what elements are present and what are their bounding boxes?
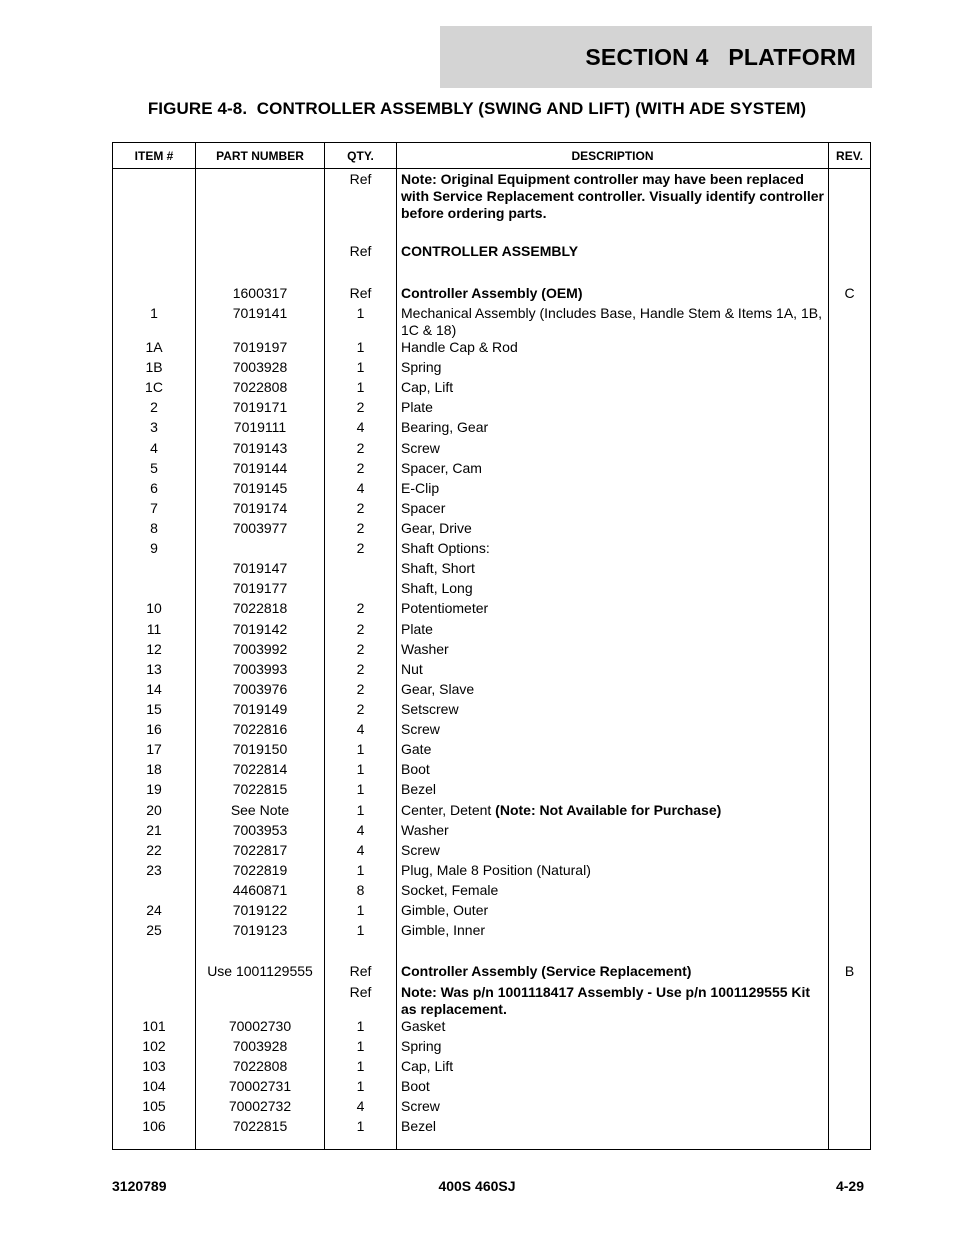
qty-cell: Ref xyxy=(325,963,397,983)
qty-cell: 1 xyxy=(325,902,397,922)
part-cell: 1600317 xyxy=(196,285,325,305)
table-row xyxy=(113,1038,871,1058)
rev-cell xyxy=(829,641,871,661)
part-cell: 7019123 xyxy=(196,922,325,942)
spacer-row xyxy=(113,222,871,243)
part-cell: 70002731 xyxy=(196,1078,325,1098)
desc-cell: Washer xyxy=(397,822,829,842)
rev-cell xyxy=(829,721,871,741)
item-cell: 18 xyxy=(113,761,196,781)
desc-cell: Bezel xyxy=(397,1118,829,1138)
desc-cell: Shaft, Short xyxy=(397,560,829,580)
item-cell: 11 xyxy=(113,621,196,641)
table-row xyxy=(113,379,871,399)
item-cell: 14 xyxy=(113,681,196,701)
section-header xyxy=(440,26,872,88)
table-row xyxy=(113,701,871,721)
part-cell: 7019171 xyxy=(196,399,325,419)
part-cell: 7022819 xyxy=(196,862,325,882)
table-row xyxy=(113,169,871,223)
parts-table xyxy=(112,142,871,1150)
qty-cell: 1 xyxy=(325,862,397,882)
part-cell: 7022814 xyxy=(196,761,325,781)
part-cell: 7003953 xyxy=(196,822,325,842)
qty-cell: 1 xyxy=(325,1018,397,1038)
table-row xyxy=(113,862,871,882)
table-row xyxy=(113,721,871,741)
desc-cell: Spacer, Cam xyxy=(397,460,829,480)
rev-cell xyxy=(829,379,871,399)
qty-cell: 2 xyxy=(325,600,397,620)
rev-cell xyxy=(829,440,871,460)
part-cell: 7003928 xyxy=(196,1038,325,1058)
table-row xyxy=(113,641,871,661)
part-cell: 7019174 xyxy=(196,500,325,520)
item-cell xyxy=(113,882,196,902)
item-cell: 103 xyxy=(113,1058,196,1078)
part-cell: 7022815 xyxy=(196,1118,325,1138)
part-cell: 7019122 xyxy=(196,902,325,922)
qty-cell: 2 xyxy=(325,701,397,721)
item-cell xyxy=(113,560,196,580)
item-cell: 104 xyxy=(113,1078,196,1098)
qty-cell: Ref xyxy=(325,285,397,305)
item-cell: 9 xyxy=(113,540,196,560)
rev-cell xyxy=(829,339,871,359)
part-cell: 7022815 xyxy=(196,781,325,801)
qty-cell: 4 xyxy=(325,721,397,741)
table-row xyxy=(113,600,871,620)
rev-cell xyxy=(829,681,871,701)
part-cell: 7019144 xyxy=(196,460,325,480)
rev-cell xyxy=(829,1078,871,1098)
qty-cell: 1 xyxy=(325,761,397,781)
rev-cell xyxy=(829,359,871,379)
qty-cell: 1 xyxy=(325,359,397,379)
desc-cell: Handle Cap & Rod xyxy=(397,339,829,359)
rev-cell xyxy=(829,500,871,520)
table-row xyxy=(113,761,871,781)
rev-cell xyxy=(829,480,871,500)
item-cell: 101 xyxy=(113,1018,196,1038)
part-cell xyxy=(196,984,325,1018)
table-row xyxy=(113,963,871,983)
rev-cell xyxy=(829,460,871,480)
part-cell: 7003993 xyxy=(196,661,325,681)
qty-cell: 1 xyxy=(325,339,397,359)
item-cell: 7 xyxy=(113,500,196,520)
table-row xyxy=(113,681,871,701)
table-row xyxy=(113,741,871,761)
table-row xyxy=(113,520,871,540)
rev-cell xyxy=(829,399,871,419)
item-cell: 10 xyxy=(113,600,196,620)
footer-doc-number: 3120789 xyxy=(112,1178,167,1194)
part-cell: 70002730 xyxy=(196,1018,325,1038)
item-cell xyxy=(113,285,196,305)
table-row xyxy=(113,661,871,681)
part-cell: 7022808 xyxy=(196,379,325,399)
figure-title: FIGURE 4-8. CONTROLLER ASSEMBLY (SWING AND LIFT) (WITH ADE SYSTEM) xyxy=(147,99,807,118)
desc-cell: Shaft Options: xyxy=(397,540,829,560)
table-row xyxy=(113,822,871,842)
desc-cell: Boot xyxy=(397,761,829,781)
item-cell: 6 xyxy=(113,480,196,500)
desc-cell: Plug, Male 8 Position (Natural) xyxy=(397,862,829,882)
rev-cell xyxy=(829,1058,871,1078)
item-cell: 8 xyxy=(113,520,196,540)
item-cell: 3 xyxy=(113,419,196,439)
item-cell xyxy=(113,580,196,600)
desc-cell: Plate xyxy=(397,399,829,419)
part-cell: 7022808 xyxy=(196,1058,325,1078)
qty-cell: 2 xyxy=(325,661,397,681)
item-cell: 4 xyxy=(113,440,196,460)
qty-cell: 4 xyxy=(325,822,397,842)
rev-cell xyxy=(829,419,871,439)
table-row xyxy=(113,399,871,419)
desc-cell: Bearing, Gear xyxy=(397,419,829,439)
table-row xyxy=(113,1118,871,1138)
qty-cell: 2 xyxy=(325,540,397,560)
part-cell: 7003977 xyxy=(196,520,325,540)
desc-cell: Spacer xyxy=(397,500,829,520)
desc-cell: Controller Assembly (OEM) xyxy=(397,285,829,305)
desc-cell: Cap, Lift xyxy=(397,379,829,399)
table-row xyxy=(113,540,871,560)
rev-cell: C xyxy=(829,285,871,305)
desc-cell: Shaft, Long xyxy=(397,580,829,600)
item-cell: 1B xyxy=(113,359,196,379)
qty-cell: 8 xyxy=(325,882,397,902)
qty-cell: 1 xyxy=(325,922,397,942)
rev-cell xyxy=(829,621,871,641)
qty-cell: 2 xyxy=(325,681,397,701)
part-cell: Use 1001129555 xyxy=(196,963,325,983)
qty-cell: 1 xyxy=(325,781,397,801)
part-cell: 7019147 xyxy=(196,560,325,580)
rev-cell xyxy=(829,1098,871,1118)
desc-cell: Spring xyxy=(397,359,829,379)
qty-cell: 1 xyxy=(325,1058,397,1078)
desc-note-bold: (Note: Not Available for Purchase) xyxy=(495,801,722,818)
item-cell: 1 xyxy=(113,305,196,339)
part-cell: 7003928 xyxy=(196,359,325,379)
desc-cell: Note: Was p/n 1001118417 Assembly - Use p/n 1001129555 Kit as replacement. xyxy=(397,984,829,1018)
desc-cell: Mechanical Assembly (Includes Base, Handle Stem & Items 1A, 1B, 1C & 18) xyxy=(397,305,829,339)
desc-cell: Bezel xyxy=(397,781,829,801)
qty-cell: Ref xyxy=(325,243,397,263)
rev-cell xyxy=(829,781,871,801)
part-cell: 7022817 xyxy=(196,842,325,862)
part-cell: 4460871 xyxy=(196,882,325,902)
desc-cell: Gear, Slave xyxy=(397,681,829,701)
header-part-number: PART NUMBER xyxy=(196,143,325,169)
table-row xyxy=(113,560,871,580)
desc-cell: Cap, Lift xyxy=(397,1058,829,1078)
table-row xyxy=(113,1018,871,1038)
qty-cell: Ref xyxy=(325,984,397,1018)
table-row xyxy=(113,440,871,460)
desc-cell: Screw xyxy=(397,1098,829,1118)
rev-cell xyxy=(829,1018,871,1038)
footer-page-number: 4-29 xyxy=(835,1178,864,1194)
item-cell: 102 xyxy=(113,1038,196,1058)
item-cell: 13 xyxy=(113,661,196,681)
part-cell: 7019142 xyxy=(196,621,325,641)
qty-cell: 2 xyxy=(325,440,397,460)
table-row xyxy=(113,1098,871,1118)
rev-cell xyxy=(829,1118,871,1138)
desc-cell: Note: Original Equipment controller may have been replaced with Service Replacement controller. Visually identify controller before ordering parts. xyxy=(397,169,829,223)
desc-text: Center, Detent xyxy=(401,801,496,818)
item-cell: 17 xyxy=(113,741,196,761)
item-cell: 20 xyxy=(113,802,196,822)
part-cell: 7019150 xyxy=(196,741,325,761)
item-cell: 1C xyxy=(113,379,196,399)
item-cell: 21 xyxy=(113,822,196,842)
desc-cell: E-Clip xyxy=(397,480,829,500)
table-row xyxy=(113,580,871,600)
qty-cell: 1 xyxy=(325,305,397,339)
header-rev: REV. xyxy=(829,143,871,169)
item-cell: 24 xyxy=(113,902,196,922)
item-cell xyxy=(113,243,196,263)
qty-cell: 2 xyxy=(325,500,397,520)
part-cell xyxy=(196,540,325,560)
rev-cell xyxy=(829,842,871,862)
qty-cell: 2 xyxy=(325,621,397,641)
desc-cell: Spring xyxy=(397,1038,829,1058)
rev-cell xyxy=(829,984,871,1018)
item-cell: 25 xyxy=(113,922,196,942)
qty-cell: 1 xyxy=(325,802,397,822)
part-cell: 7019143 xyxy=(196,440,325,460)
qty-cell xyxy=(325,580,397,600)
desc-cell: Gasket xyxy=(397,1018,829,1038)
rev-cell xyxy=(829,882,871,902)
desc-cell: Gear, Drive xyxy=(397,520,829,540)
part-cell: See Note xyxy=(196,802,325,822)
part-cell: 7019141 xyxy=(196,305,325,339)
part-cell xyxy=(196,169,325,223)
desc-cell: Screw xyxy=(397,440,829,460)
rev-cell: B xyxy=(829,963,871,983)
item-cell: 105 xyxy=(113,1098,196,1118)
qty-cell: 4 xyxy=(325,1098,397,1118)
qty-cell: 1 xyxy=(325,379,397,399)
part-cell: 7022816 xyxy=(196,721,325,741)
desc-cell: Gate xyxy=(397,741,829,761)
table-row xyxy=(113,802,871,822)
table-row xyxy=(113,922,871,942)
table-bottom-row xyxy=(113,1138,871,1149)
table-row xyxy=(113,419,871,439)
qty-cell: 1 xyxy=(325,1038,397,1058)
table-row xyxy=(113,339,871,359)
desc-cell: Controller Assembly (Service Replacement) xyxy=(397,963,829,983)
table-row xyxy=(113,882,871,902)
item-cell: 12 xyxy=(113,641,196,661)
rev-cell xyxy=(829,520,871,540)
item-cell: 22 xyxy=(113,842,196,862)
part-cell: 7019111 xyxy=(196,419,325,439)
header-description: DESCRIPTION xyxy=(397,143,829,169)
table-row xyxy=(113,621,871,641)
qty-cell xyxy=(325,560,397,580)
rev-cell xyxy=(829,802,871,822)
rev-cell xyxy=(829,305,871,339)
part-cell: 7019177 xyxy=(196,580,325,600)
desc-cell: Boot xyxy=(397,1078,829,1098)
rev-cell xyxy=(829,560,871,580)
rev-cell xyxy=(829,169,871,223)
part-cell: 7019149 xyxy=(196,701,325,721)
table-row xyxy=(113,902,871,922)
desc-cell: Setscrew xyxy=(397,701,829,721)
rev-cell xyxy=(829,661,871,681)
part-cell: 7003992 xyxy=(196,641,325,661)
footer-model: 400S 460SJ xyxy=(438,1178,516,1194)
table-row xyxy=(113,500,871,520)
item-cell xyxy=(113,963,196,983)
qty-cell: 2 xyxy=(325,460,397,480)
table-row xyxy=(113,781,871,801)
desc-cell: Screw xyxy=(397,842,829,862)
item-cell: 23 xyxy=(113,862,196,882)
desc-cell: Screw xyxy=(397,721,829,741)
qty-cell: 1 xyxy=(325,1118,397,1138)
qty-cell: 4 xyxy=(325,480,397,500)
table-row xyxy=(113,359,871,379)
desc-cell: Potentiometer xyxy=(397,600,829,620)
table-row xyxy=(113,285,871,305)
table-row xyxy=(113,305,871,339)
table-row xyxy=(113,460,871,480)
rev-cell xyxy=(829,1038,871,1058)
header-item: ITEM # xyxy=(113,143,196,169)
rev-cell xyxy=(829,741,871,761)
table-row xyxy=(113,480,871,500)
desc-cell: Gimble, Outer xyxy=(397,902,829,922)
item-cell: 5 xyxy=(113,460,196,480)
desc-cell: Plate xyxy=(397,621,829,641)
qty-cell: 2 xyxy=(325,520,397,540)
table-row xyxy=(113,1058,871,1078)
desc-cell: Nut xyxy=(397,661,829,681)
qty-cell: 1 xyxy=(325,741,397,761)
table-row xyxy=(113,984,871,1018)
item-cell xyxy=(113,984,196,1018)
item-cell: 16 xyxy=(113,721,196,741)
qty-cell: 2 xyxy=(325,641,397,661)
item-cell: 106 xyxy=(113,1118,196,1138)
desc-cell: CONTROLLER ASSEMBLY xyxy=(397,243,829,263)
item-cell: 15 xyxy=(113,701,196,721)
rev-cell xyxy=(829,922,871,942)
desc-cell: Washer xyxy=(397,641,829,661)
qty-cell: 2 xyxy=(325,399,397,419)
spacer-row xyxy=(113,264,871,285)
qty-cell: 4 xyxy=(325,842,397,862)
item-cell xyxy=(113,169,196,223)
qty-cell: Ref xyxy=(325,169,397,223)
section-title: SECTION 4 PLATFORM xyxy=(585,43,856,70)
rev-cell xyxy=(829,243,871,263)
part-cell: 7003976 xyxy=(196,681,325,701)
part-cell: 7019197 xyxy=(196,339,325,359)
table-row xyxy=(113,243,871,263)
rev-cell xyxy=(829,540,871,560)
desc-cell: Gimble, Inner xyxy=(397,922,829,942)
item-cell: 1A xyxy=(113,339,196,359)
part-cell: 7022818 xyxy=(196,600,325,620)
part-cell: 70002732 xyxy=(196,1098,325,1118)
spacer-row xyxy=(113,942,871,963)
table-header-row xyxy=(113,143,871,169)
rev-cell xyxy=(829,580,871,600)
part-cell xyxy=(196,243,325,263)
rev-cell xyxy=(829,862,871,882)
part-cell: 7019145 xyxy=(196,480,325,500)
rev-cell xyxy=(829,701,871,721)
table-row xyxy=(113,842,871,862)
desc-cell: Socket, Female xyxy=(397,882,829,902)
header-qty: QTY. xyxy=(325,143,397,169)
rev-cell xyxy=(829,902,871,922)
rev-cell xyxy=(829,761,871,781)
qty-cell: 4 xyxy=(325,419,397,439)
qty-cell: 1 xyxy=(325,1078,397,1098)
rev-cell xyxy=(829,600,871,620)
item-cell: 2 xyxy=(113,399,196,419)
desc-cell xyxy=(397,802,829,822)
rev-cell xyxy=(829,822,871,842)
table-row xyxy=(113,1078,871,1098)
item-cell: 19 xyxy=(113,781,196,801)
